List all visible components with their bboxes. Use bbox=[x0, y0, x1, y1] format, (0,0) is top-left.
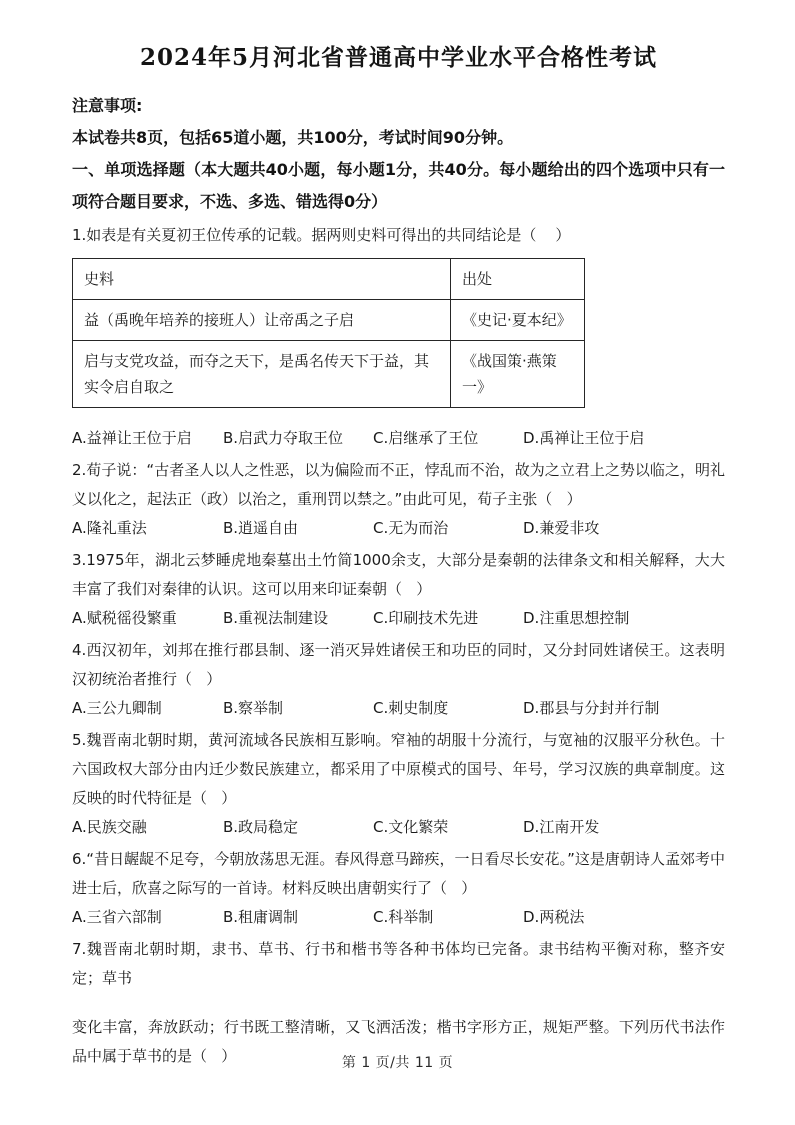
option-a: A.三公九卿制 bbox=[72, 699, 162, 717]
table-cell-origin-1: 《史记·夏本纪》 bbox=[451, 300, 585, 341]
table-header-source: 史料 bbox=[73, 259, 451, 300]
option-a: A.赋税徭役繁重 bbox=[72, 609, 177, 627]
table-cell-source-1: 益（禹晚年培养的接班人）让帝禹之子启 bbox=[73, 300, 451, 341]
notice-block bbox=[72, 90, 725, 218]
notice-text: 本试卷共8页，包括65道小题，共100分，考试时间90分钟。 bbox=[72, 128, 514, 147]
option-d: D.两税法 bbox=[523, 908, 585, 926]
option-d: D.郡县与分封并行制 bbox=[523, 699, 660, 717]
section-heading: 一、单项选择题（本大题共40小题，每小题1分，共40分。每小题给出的四个选项中只有一项符合题目要求，不选、多选、错选得0分） bbox=[72, 160, 725, 211]
table-row bbox=[73, 341, 585, 408]
question-7-stem: 7.魏晋南北朝时期，隶书、草书、行书和楷书等各种书体均已完备。隶书结构平衡对称，整齐安定；草书 bbox=[72, 940, 725, 987]
page-title: 2024年5月河北省普通高中学业水平合格性考试 bbox=[139, 44, 658, 71]
question-7 bbox=[72, 935, 725, 1071]
table-row bbox=[73, 300, 585, 341]
question-2-stem: 2.荀子说：“古者圣人以人之性恶，以为偏险而不正，悖乱而不治，故为之立君上之势以临之，明礼义以化之，起法正（政）以治之，重刑罚以禁之。”由此可见，荀子主张（ ） bbox=[72, 461, 725, 508]
option-b: B.逍遥自由 bbox=[223, 519, 299, 537]
option-a: A.隆礼重法 bbox=[72, 519, 147, 537]
question-1-options bbox=[72, 424, 725, 453]
question-4-options bbox=[72, 694, 725, 723]
option-d: D.兼爱非攻 bbox=[523, 519, 600, 537]
option-c: C.科举制 bbox=[373, 908, 434, 926]
table-header-origin: 出处 bbox=[451, 259, 585, 300]
question-3 bbox=[72, 546, 725, 633]
question-4 bbox=[72, 636, 725, 723]
question-2-options bbox=[72, 514, 725, 543]
option-b: B.政局稳定 bbox=[223, 818, 299, 836]
option-d: D.注重思想控制 bbox=[523, 609, 630, 627]
option-c: C.启继承了王位 bbox=[373, 429, 479, 447]
option-b: B.察举制 bbox=[223, 699, 284, 717]
option-c: C.刺史制度 bbox=[373, 699, 449, 717]
table-header-row bbox=[73, 259, 585, 300]
question-6-stem: 6.“昔日龌龊不足夸，今朝放荡思无涯。春风得意马蹄疾，一日看尽长安花。”这是唐朝诗人孟郊考中进士后，欣喜之际写的一首诗。材料反映出唐朝实行了（ ） bbox=[72, 850, 725, 897]
question-5-stem: 5.魏晋南北朝时期，黄河流域各民族相互影响。窄袖的胡服十分流行，与宽袖的汉服平分秋色。十六国政权大部分由内迁少数民族建立，都采用了中原模式的国号、年号，学习汉族的典章制度。这反映的时代特征是（ ） bbox=[72, 731, 725, 807]
notice-label: 注意事项: bbox=[72, 96, 143, 115]
question-7-stem-continued: 变化丰富，奔放跃动；行书既工整清晰，又飞洒活泼；楷书字形方正，规矩严整。下列历代书法作品中属于草书的是（ ） bbox=[72, 1018, 725, 1065]
option-b: B.重视法制建设 bbox=[223, 609, 329, 627]
option-a: A.民族交融 bbox=[72, 818, 147, 836]
option-c: C.无为而治 bbox=[373, 519, 449, 537]
option-d: D.江南开发 bbox=[523, 818, 600, 836]
question-4-stem: 4.西汉初年，刘邦在推行郡县制、逐一消灭异姓诸侯王和功臣的同时，又分封同姓诸侯王。这表明汉初统治者推行（ ） bbox=[72, 641, 725, 688]
option-a: A.益禅让王位于启 bbox=[72, 429, 192, 447]
option-c: C.印刷技术先进 bbox=[373, 609, 479, 627]
question-6 bbox=[72, 845, 725, 932]
table-cell-origin-2: 《战国策·燕策一》 bbox=[451, 341, 585, 408]
option-d: D.禹禅让王位于启 bbox=[523, 429, 645, 447]
option-a: A.三省六部制 bbox=[72, 908, 162, 926]
page-footer: 第 1 页/共 11 页 bbox=[341, 1055, 454, 1071]
option-b: B.启武力夺取王位 bbox=[223, 429, 344, 447]
table-cell-source-2: 启与支党攻益，而夺之天下，是禹名传天下于益，其实令启自取之 bbox=[73, 341, 451, 408]
question-1-stem: 1.如表是有关夏初王位传承的记载。据两则史料可得出的共同结论是（ ） bbox=[72, 226, 571, 244]
question-6-options bbox=[72, 903, 725, 932]
option-c: C.文化繁荣 bbox=[373, 818, 449, 836]
question-3-stem: 3.1975年，湖北云梦睡虎地秦墓出土竹简1000余支，大部分是秦朝的法律条文和相关解释，大大丰富了我们对秦律的认识。这可以用来印证秦朝（ ） bbox=[72, 551, 725, 598]
question-2 bbox=[72, 456, 725, 543]
question-5-options bbox=[72, 813, 725, 842]
question-1-table bbox=[72, 258, 585, 408]
option-b: B.租庸调制 bbox=[223, 908, 299, 926]
question-1 bbox=[72, 221, 725, 453]
question-3-options bbox=[72, 604, 725, 633]
question-5 bbox=[72, 726, 725, 842]
